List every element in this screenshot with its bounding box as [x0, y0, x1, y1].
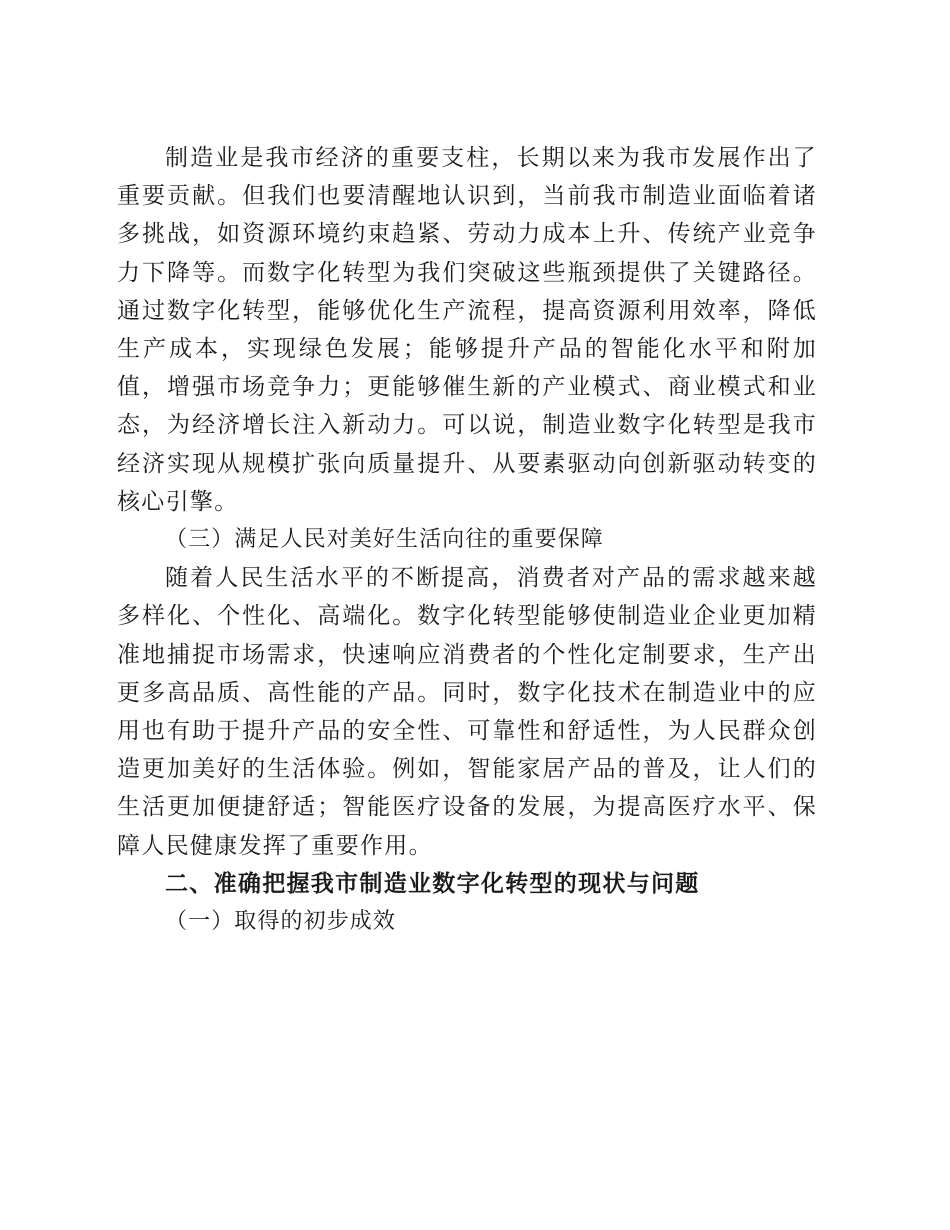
- section-heading: 二、准确把握我市制造业数字化转型的现状与问题: [165, 870, 700, 897]
- document-body: [117, 139, 817, 941]
- subheading: （三）满足人民对美好生活向往的重要保障: [165, 527, 604, 553]
- body-paragraph: 随着人民生活水平的不断提高，消费者对产品的需求越来越多样化、个性化、高端化。数字化转型能够使制造业企业更加精准地捕捉市场需求，快速响应消费者的个性化定制要求，生产出更多高品质、高性能的产品。同时，数字化技术在制造业中的应用也有助于提升产品的安全性、可靠性和舒适性，为人民群众创造更加美好的生活体验。例如，智能家居产品的普及，让人们的生活更加便捷舒适；智能医疗设备的发展，为提高医疗水平、保障人民健康发挥了重要作用。: [117, 565, 817, 859]
- body-paragraph: 制造业是我市经济的重要支柱，长期以来为我市发展作出了重要贡献。但我们也要清醒地认识到，当前我市制造业面临着诸多挑战，如资源环境约束趋紧、劳动力成本上升、传统产业竞争力下降等。而数字化转型为我们突破这些瓶颈提供了关键路径。通过数字化转型，能够优化生产流程，提高资源利用效率，降低生产成本，实现绿色发展；能够提升产品的智能化水平和附加值，增强市场竞争力；更能够催生新的产业模式、商业模式和业态，为经济增长注入新动力。可以说，制造业数字化转型是我市经济实现从规模扩张向质量提升、从要素驱动向创新驱动转变的核心引擎。: [117, 145, 817, 515]
- subheading: （一）取得的初步成效: [165, 909, 397, 935]
